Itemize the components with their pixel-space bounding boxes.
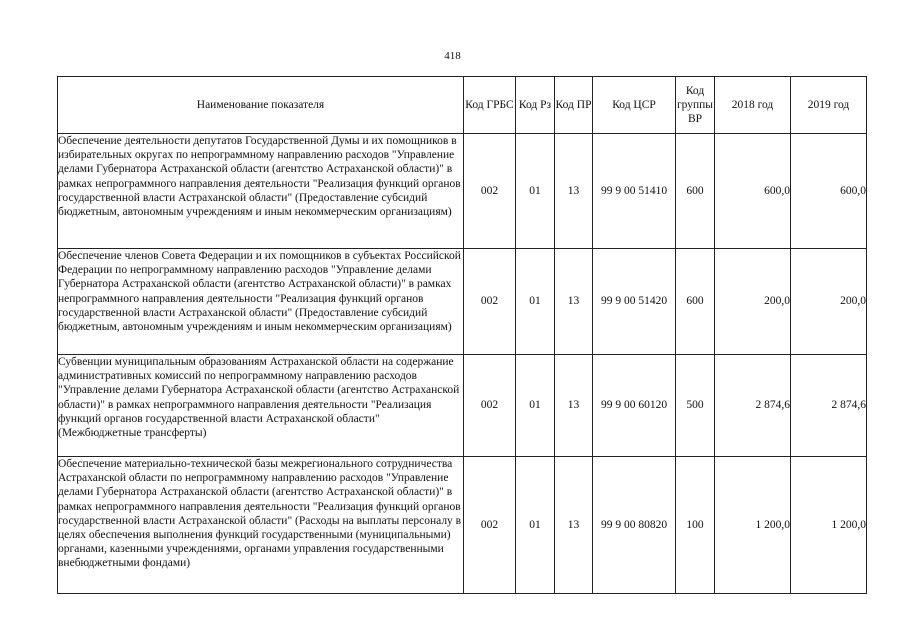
row-indicator-name: Обеспечение членов Совета Федерации и их помощников в субъектах Российской Федерации по непрограммному направлению расходов "Управление делами Губернатора Астраханской области (агентство Астраханской области)" в рамках непрограммного направления деятельности "Реализация функций органов государственной власти Астраханской области" (Предоставление субсидий бюджетным, автономным учреждениям и иным некоммерческим организациям) (58, 249, 464, 355)
row-grbs-code: 002 (464, 457, 516, 594)
header-year-2018: 2018 год (715, 77, 791, 134)
row-vr-code: 600 (676, 134, 715, 249)
row-vr-code: 600 (676, 249, 715, 355)
row-indicator-name: Обеспечение деятельности депутатов Государственной Думы и их помощников в избирательных округах по непрограммному направлению расходов "Управление делами Губернатора Астраханской области (агентство Астраханской области)" в рамках непрограммного направления деятельности "Реализация функций органов государственной власти Астраханской области" (Предоставление субсидий бюджетным, автономным учреждениям и иным некоммерческим организациям) (58, 134, 464, 249)
row-rz-code: 01 (516, 457, 555, 594)
header-pr-code: Код ПР (555, 77, 593, 134)
budget-table (57, 76, 867, 594)
table-row (58, 249, 867, 355)
header-csr-code: Код ЦСР (593, 77, 676, 134)
row-indicator-name: Субвенции муниципальным образованиям Астраханской области на содержание административных комиссий по непрограммному направлению расходов "Управление делами Губернатора Астраханской области (агентство Астраханской области)" в рамках непрограммного направления деятельности "Реализация функций органов государственной власти Астраханской области" (Межбюджетные трансферты) (58, 355, 464, 457)
row-rz-code: 01 (516, 134, 555, 249)
row-rz-code: 01 (516, 249, 555, 355)
row-grbs-code: 002 (464, 134, 516, 249)
row-pr-code: 13 (555, 457, 593, 594)
row-pr-code: 13 (555, 249, 593, 355)
row-amount-2018: 600,0 (715, 134, 791, 249)
row-grbs-code: 002 (464, 355, 516, 457)
table-header-row (58, 77, 867, 134)
row-rz-code: 01 (516, 355, 555, 457)
header-year-2019: 2019 год (791, 77, 867, 134)
header-vr-code: Код группы ВР (676, 77, 715, 134)
row-amount-2018: 1 200,0 (715, 457, 791, 594)
row-csr-code: 99 9 00 80820 (593, 457, 676, 594)
row-amount-2019: 2 874,6 (791, 355, 867, 457)
row-pr-code: 13 (555, 134, 593, 249)
header-indicator-name: Наименование показателя (58, 77, 464, 134)
page-number: 418 (444, 50, 461, 62)
row-pr-code: 13 (555, 355, 593, 457)
row-vr-code: 500 (676, 355, 715, 457)
row-csr-code: 99 9 00 51410 (593, 134, 676, 249)
row-amount-2019: 200,0 (791, 249, 867, 355)
row-amount-2018: 2 874,6 (715, 355, 791, 457)
table-row (58, 134, 867, 249)
header-grbs-code: Код ГРБС (464, 77, 516, 134)
row-csr-code: 99 9 00 60120 (593, 355, 676, 457)
table-row (58, 355, 867, 457)
row-amount-2019: 600,0 (791, 134, 867, 249)
row-grbs-code: 002 (464, 249, 516, 355)
row-amount-2019: 1 200,0 (791, 457, 867, 594)
row-csr-code: 99 9 00 51420 (593, 249, 676, 355)
table-row (58, 457, 867, 594)
row-amount-2018: 200,0 (715, 249, 791, 355)
row-indicator-name: Обеспечение материально-технической базы межрегионального сотрудничества Астраханской области по непрограммному направлению расходов "Управление делами Губернатора Астраханской области (агентство Астраханской области)" в рамках непрограммного направления деятельности "Реализация функций органов государственной власти Астраханской области" (Расходы на выплаты персоналу в целях обеспечения выполнения функций государственными (муниципальными) органами, казенными учреждениями, органами управления государственными внебюджетными фондами) (58, 457, 464, 594)
header-rz-code: Код Рз (516, 77, 555, 134)
row-vr-code: 100 (676, 457, 715, 594)
